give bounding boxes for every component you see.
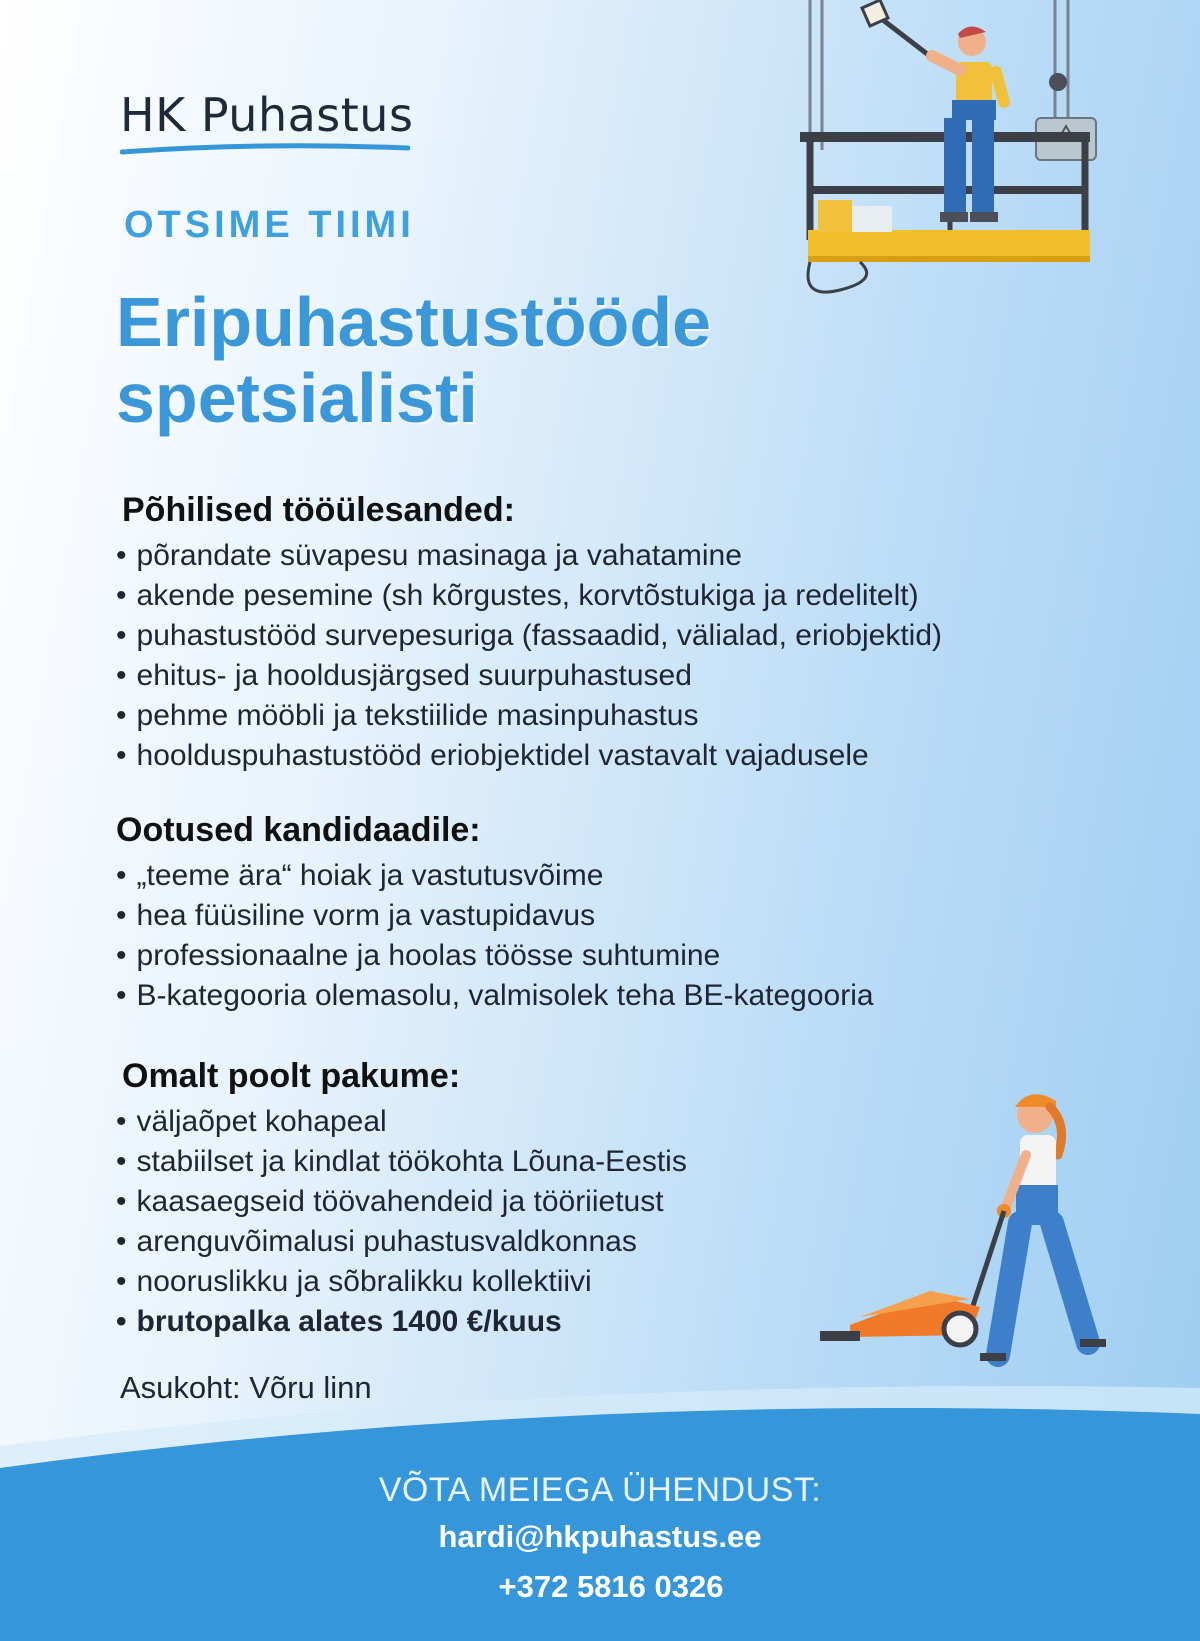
contact-block (0, 1468, 1200, 1612)
list-item: • pehme mööbli ja tekstiilide masinpuhastus (116, 696, 942, 736)
contact-phone-link[interactable]: +372 5816 0326 (498, 1569, 724, 1604)
brand-logo (120, 88, 414, 156)
section-expectations (116, 808, 874, 1016)
window-cleaner-illustration (800, 0, 1160, 310)
brand-name: HK Puhastus (120, 88, 414, 142)
list-item: • puhastustööd survepesuriga (fassaadid, välialad, eriobjektid) (116, 616, 942, 656)
page-title (116, 284, 711, 436)
list-item: • hea füüsiline vorm ja vastupidavus (116, 896, 874, 936)
section-offers (122, 1054, 687, 1342)
logo-swoosh-icon (120, 140, 410, 156)
list-item: • akende pesemine (sh kõrgustes, korvtõstukiga ja redelitelt) (116, 576, 942, 616)
floor-cleaner-illustration (820, 1085, 1120, 1405)
kicker: OTSIME TIIMI (124, 204, 415, 246)
list-item: • professionaalne ja hoolas töösse suhtumine (116, 936, 874, 976)
list-item: • väljaõpet kohapeal (116, 1102, 687, 1142)
platform-cables-icon (810, 0, 1068, 150)
list-item-salary: • brutopalka alates 1400 €/kuus (116, 1302, 687, 1342)
list-item: • kaasaegseid töövahendeid ja tööriietust (116, 1182, 687, 1222)
job-location: Asukoht: Võru linn (120, 1370, 372, 1405)
section-offers-title: Omalt poolt pakume: (122, 1057, 461, 1095)
contact-title: VÕTA MEIEGA ÜHENDUST: (378, 1471, 822, 1509)
list-item: • arenguvõimalusi puhastusvaldkonnas (116, 1222, 687, 1262)
section-expectations-list (116, 856, 874, 1016)
list-item: • nooruslikku ja sõbralikku kollektiivi (116, 1262, 687, 1302)
list-item: • B-kategooria olemasolu, valmisolek teha BE-kategooria (116, 976, 874, 1016)
section-duties-title: Põhilised tööülesanded: (122, 491, 515, 529)
page-title-line-2: spetsialisti (116, 359, 478, 437)
section-offers-list (116, 1102, 687, 1342)
list-item: • põrandate süvapesu masinaga ja vahatamine (116, 536, 942, 576)
section-expectations-title: Ootused kandidaadile: (116, 811, 481, 849)
section-duties-list (116, 536, 942, 776)
list-item: • „teeme ära“ hoiak ja vastutusvõime (116, 856, 874, 896)
list-item: • hoolduspuhastustööd eriobjektidel vastavalt vajadusele (116, 736, 942, 776)
list-item: • stabiilset ja kindlat töökohta Lõuna-Eestis (116, 1142, 687, 1182)
contact-email-link[interactable]: hardi@hkpuhastus.ee (438, 1519, 762, 1554)
floor-machine-icon (820, 1211, 1004, 1345)
page-title-line-1: Eripuhastustööde (116, 283, 712, 361)
list-item: • ehitus- ja hooldusjärgsed suurpuhastused (116, 656, 942, 696)
section-duties (122, 488, 942, 776)
